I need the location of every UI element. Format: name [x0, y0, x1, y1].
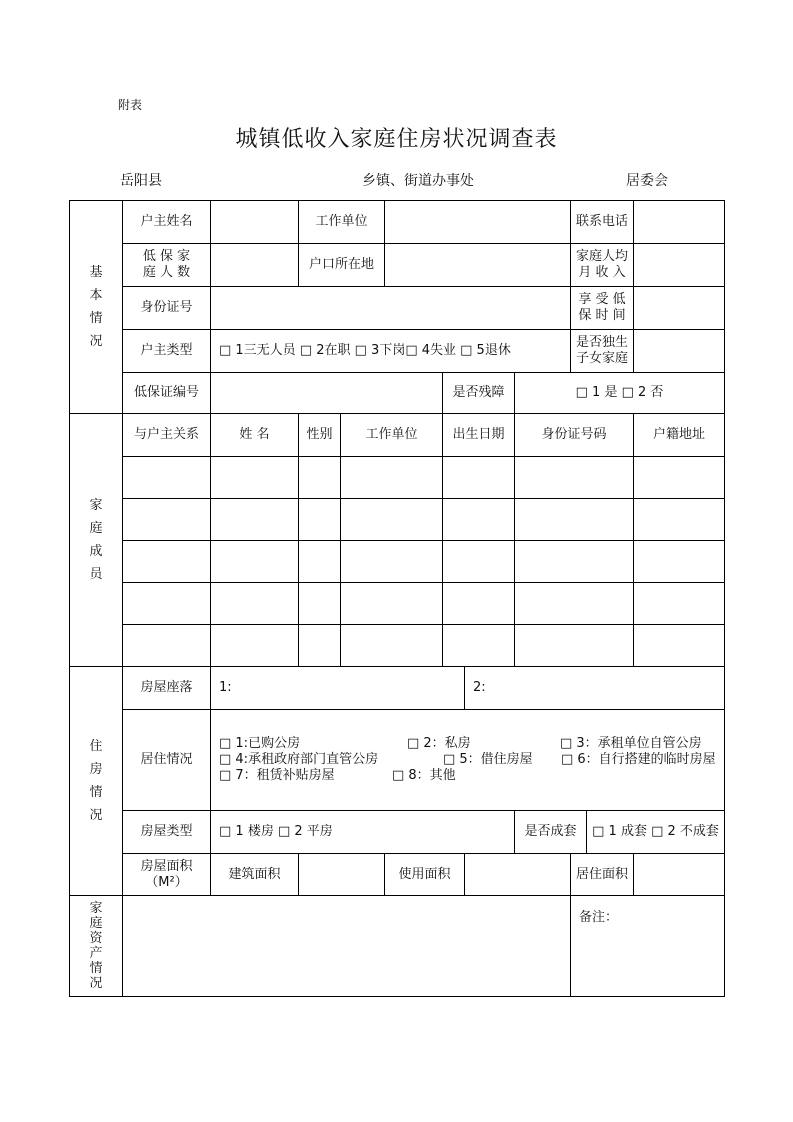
member-row: [70, 625, 725, 667]
member-cell[interactable]: [211, 499, 299, 541]
disabled-label: 是否残障: [443, 373, 515, 414]
house-type-options[interactable]: □ 1 楼房 □ 2 平房: [211, 811, 515, 854]
living-option[interactable]: □ 3：承租单位自管公房: [560, 736, 702, 751]
household-count-field[interactable]: [211, 244, 299, 287]
member-cell[interactable]: [211, 625, 299, 667]
committee-label: 居委会: [626, 173, 668, 189]
owner-type-options[interactable]: □ 1三无人员 □ 2在职 □ 3下岗□ 4失业 □ 5退休: [211, 330, 571, 373]
member-cell[interactable]: [341, 625, 443, 667]
certificate-no-field[interactable]: [211, 373, 443, 414]
member-header: 与户主关系: [123, 414, 211, 457]
member-cell[interactable]: [123, 457, 211, 499]
member-cell[interactable]: [299, 625, 341, 667]
avg-income-field[interactable]: [634, 244, 725, 287]
section-assets: 家 庭 资 产 情 况: [70, 896, 123, 997]
member-cell[interactable]: [515, 499, 634, 541]
household-count-label: 低 保 家 庭 人 数: [123, 244, 211, 287]
complete-label: 是否成套: [515, 811, 587, 854]
town-label: 乡镇、街道办事处: [362, 173, 474, 189]
disabled-options[interactable]: □ 1 是 □ 2 否: [515, 373, 725, 414]
member-header: 姓 名: [211, 414, 299, 457]
member-cell[interactable]: [341, 583, 443, 625]
living-option[interactable]: □ 8：其他: [392, 768, 456, 783]
remark-label[interactable]: 备注：: [571, 896, 725, 997]
member-cell[interactable]: [299, 499, 341, 541]
member-cell[interactable]: [299, 457, 341, 499]
member-header: 性别: [299, 414, 341, 457]
section-basic: 基 本 情 况: [70, 201, 123, 414]
member-cell[interactable]: [123, 499, 211, 541]
live-area-field[interactable]: [634, 854, 725, 896]
member-cell[interactable]: [123, 583, 211, 625]
member-cell[interactable]: [341, 457, 443, 499]
area-label: [123, 854, 211, 896]
page-title: 城镇低收入家庭住房状况调查表: [235, 127, 558, 152]
owner-type-label: 户主类型: [123, 330, 211, 373]
member-row: [70, 457, 725, 499]
member-cell[interactable]: [123, 541, 211, 583]
member-cell[interactable]: [211, 457, 299, 499]
member-cell[interactable]: [341, 499, 443, 541]
member-row: [70, 541, 725, 583]
member-cell[interactable]: [299, 541, 341, 583]
location-label: 房屋座落: [123, 667, 211, 710]
member-cell[interactable]: [443, 583, 515, 625]
member-row: [70, 499, 725, 541]
member-cell[interactable]: [211, 541, 299, 583]
member-cell[interactable]: [634, 499, 725, 541]
id-number-field[interactable]: [211, 287, 571, 330]
living-option[interactable]: □ 2：私房: [407, 736, 471, 751]
only-child-label: 是否独生 子女家庭: [571, 330, 634, 373]
member-cell[interactable]: [443, 625, 515, 667]
work-unit-label: 工作单位: [299, 201, 385, 244]
member-cell[interactable]: [515, 625, 634, 667]
member-cell[interactable]: [515, 457, 634, 499]
member-row: [70, 583, 725, 625]
complete-options[interactable]: □ 1 成套 □ 2 不成套: [587, 811, 725, 854]
section-members: 家 庭 成 员: [70, 414, 123, 667]
use-area-label: 使用面积: [385, 854, 465, 896]
build-area-field[interactable]: [299, 854, 385, 896]
phone-label: 联系电话: [571, 201, 634, 244]
section-housing: 住 房 情 况: [70, 667, 123, 896]
member-cell[interactable]: [634, 457, 725, 499]
area-label-text: 房屋面积: [140, 858, 193, 874]
owner-name-field[interactable]: [211, 201, 299, 244]
hukou-location-label: 户口所在地: [299, 244, 385, 287]
living-option[interactable]: □ 1:已购公房: [219, 736, 301, 751]
member-cell[interactable]: [443, 457, 515, 499]
live-area-label: 居住面积: [571, 854, 634, 896]
living-option[interactable]: □ 4:承租政府部门直管公房: [219, 752, 379, 767]
survey-table: [69, 200, 725, 997]
hukou-location-field[interactable]: [385, 244, 571, 287]
location-1[interactable]: 1:: [211, 667, 465, 710]
member-cell[interactable]: [634, 583, 725, 625]
member-cell[interactable]: [515, 583, 634, 625]
area-unit: （M²）: [145, 874, 188, 890]
subsidy-time-field[interactable]: [634, 287, 725, 330]
phone-field[interactable]: [634, 201, 725, 244]
assets-field[interactable]: [123, 896, 571, 997]
member-cell[interactable]: [443, 541, 515, 583]
build-area-label: 建筑面积: [211, 854, 299, 896]
use-area-field[interactable]: [465, 854, 571, 896]
only-child-field[interactable]: [634, 330, 725, 373]
member-header: 户籍地址: [634, 414, 725, 457]
living-label: 居住情况: [123, 710, 211, 811]
living-option[interactable]: □ 7：租赁补贴房屋: [219, 768, 335, 783]
member-header: 身份证号码: [515, 414, 634, 457]
member-cell[interactable]: [634, 625, 725, 667]
id-number-label: 身份证号: [123, 287, 211, 330]
subsidy-time-label: 享 受 低 保 时 间: [571, 287, 634, 330]
location-2[interactable]: 2:: [465, 667, 725, 710]
member-cell[interactable]: [634, 541, 725, 583]
living-option[interactable]: □ 6：自行搭建的临时房屋: [561, 752, 716, 767]
member-header: 工作单位: [341, 414, 443, 457]
certificate-no-label: 低保证编号: [123, 373, 211, 414]
living-options[interactable]: [211, 710, 725, 811]
county-label: 岳阳县: [120, 173, 162, 189]
house-type-label: 房屋类型: [123, 811, 211, 854]
living-option[interactable]: □ 5：借住房屋: [443, 752, 533, 767]
member-cell[interactable]: [123, 625, 211, 667]
member-cell[interactable]: [341, 541, 443, 583]
work-unit-field[interactable]: [385, 201, 571, 244]
avg-income-label: 家庭人均 月 收 入: [571, 244, 634, 287]
member-header: 出生日期: [443, 414, 515, 457]
member-cell[interactable]: [443, 499, 515, 541]
member-cell[interactable]: [299, 583, 341, 625]
attachment-label: 附表: [118, 98, 143, 112]
member-cell[interactable]: [515, 541, 634, 583]
owner-name-label: 户主姓名: [123, 201, 211, 244]
member-cell[interactable]: [211, 583, 299, 625]
